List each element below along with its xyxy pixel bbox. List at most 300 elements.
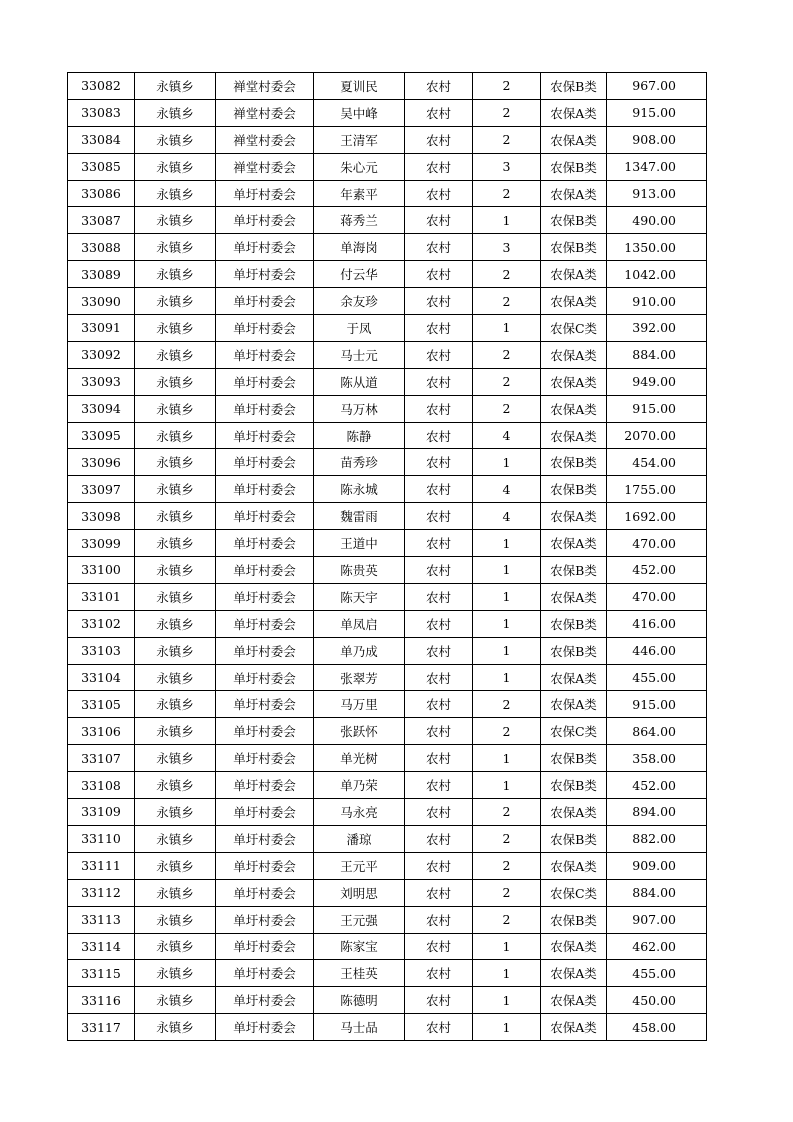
household-count-cell: 1 [473,315,541,342]
amount-cell: 2070.00 [607,422,707,449]
township-cell: 永镇乡 [135,933,216,960]
table-row [68,315,707,342]
table-row [68,960,707,987]
area-type-cell: 农村 [405,153,473,180]
record-id-cell: 33083 [68,99,135,126]
name-cell: 马士元 [314,341,405,368]
category-cell: 农保C类 [541,315,607,342]
amount-cell: 452.00 [607,557,707,584]
record-id-cell: 33108 [68,772,135,799]
village-committee-cell: 单圩村委会 [216,530,314,557]
records-table-body [68,73,707,1041]
record-id-cell: 33088 [68,234,135,261]
amount-cell: 452.00 [607,772,707,799]
household-count-cell: 2 [473,906,541,933]
table-row [68,288,707,315]
township-cell: 永镇乡 [135,664,216,691]
category-cell: 农保B类 [541,449,607,476]
village-committee-cell: 禅堂村委会 [216,126,314,153]
name-cell: 夏训民 [314,73,405,100]
township-cell: 永镇乡 [135,772,216,799]
name-cell: 刘明思 [314,879,405,906]
category-cell: 农保B类 [541,637,607,664]
amount-cell: 884.00 [607,341,707,368]
amount-cell: 915.00 [607,99,707,126]
name-cell: 陈从道 [314,368,405,395]
category-cell: 农保A类 [541,368,607,395]
household-count-cell: 4 [473,503,541,530]
record-id-cell: 33112 [68,879,135,906]
village-committee-cell: 单圩村委会 [216,610,314,637]
table-row [68,126,707,153]
category-cell: 农保B类 [541,73,607,100]
name-cell: 张跃怀 [314,718,405,745]
table-row [68,772,707,799]
record-id-cell: 33095 [68,422,135,449]
township-cell: 永镇乡 [135,799,216,826]
household-count-cell: 1 [473,987,541,1014]
record-id-cell: 33107 [68,745,135,772]
village-committee-cell: 单圩村委会 [216,879,314,906]
table-row [68,530,707,557]
name-cell: 张翠芳 [314,664,405,691]
area-type-cell: 农村 [405,73,473,100]
household-count-cell: 1 [473,449,541,476]
household-count-cell: 2 [473,825,541,852]
record-id-cell: 33092 [68,341,135,368]
township-cell: 永镇乡 [135,99,216,126]
table-row [68,637,707,664]
record-id-cell: 33090 [68,288,135,315]
village-committee-cell: 单圩村委会 [216,207,314,234]
record-id-cell: 33096 [68,449,135,476]
township-cell: 永镇乡 [135,503,216,530]
category-cell: 农保A类 [541,341,607,368]
amount-cell: 470.00 [607,530,707,557]
village-committee-cell: 单圩村委会 [216,583,314,610]
name-cell: 陈德明 [314,987,405,1014]
record-id-cell: 33110 [68,825,135,852]
township-cell: 永镇乡 [135,315,216,342]
area-type-cell: 农村 [405,852,473,879]
amount-cell: 907.00 [607,906,707,933]
record-id-cell: 33117 [68,1014,135,1041]
name-cell: 马永亮 [314,799,405,826]
household-count-cell: 2 [473,288,541,315]
household-count-cell: 2 [473,341,541,368]
category-cell: 农保A类 [541,852,607,879]
area-type-cell: 农村 [405,449,473,476]
area-type-cell: 农村 [405,234,473,261]
category-cell: 农保B类 [541,745,607,772]
name-cell: 陈家宝 [314,933,405,960]
household-count-cell: 1 [473,583,541,610]
table-row [68,503,707,530]
category-cell: 农保A类 [541,691,607,718]
area-type-cell: 农村 [405,960,473,987]
name-cell: 单凤启 [314,610,405,637]
village-committee-cell: 单圩村委会 [216,960,314,987]
category-cell: 农保B类 [541,476,607,503]
name-cell: 余友珍 [314,288,405,315]
area-type-cell: 农村 [405,395,473,422]
area-type-cell: 农村 [405,207,473,234]
area-type-cell: 农村 [405,99,473,126]
category-cell: 农保B类 [541,772,607,799]
category-cell: 农保A类 [541,664,607,691]
table-row [68,691,707,718]
household-count-cell: 2 [473,879,541,906]
record-id-cell: 33106 [68,718,135,745]
category-cell: 农保B类 [541,610,607,637]
household-count-cell: 1 [473,610,541,637]
record-id-cell: 33089 [68,261,135,288]
name-cell: 单光树 [314,745,405,772]
table-row [68,395,707,422]
household-count-cell: 3 [473,234,541,261]
township-cell: 永镇乡 [135,987,216,1014]
household-count-cell: 1 [473,664,541,691]
township-cell: 永镇乡 [135,261,216,288]
table-row [68,933,707,960]
household-count-cell: 2 [473,73,541,100]
record-id-cell: 33094 [68,395,135,422]
township-cell: 永镇乡 [135,180,216,207]
record-id-cell: 33111 [68,852,135,879]
area-type-cell: 农村 [405,691,473,718]
category-cell: 农保B类 [541,207,607,234]
village-committee-cell: 单圩村委会 [216,395,314,422]
amount-cell: 1042.00 [607,261,707,288]
township-cell: 永镇乡 [135,557,216,584]
amount-cell: 416.00 [607,610,707,637]
area-type-cell: 农村 [405,825,473,852]
category-cell: 农保A类 [541,395,607,422]
village-committee-cell: 单圩村委会 [216,772,314,799]
area-type-cell: 农村 [405,906,473,933]
amount-cell: 909.00 [607,852,707,879]
category-cell: 农保C类 [541,718,607,745]
record-id-cell: 33086 [68,180,135,207]
area-type-cell: 农村 [405,180,473,207]
amount-cell: 915.00 [607,395,707,422]
amount-cell: 455.00 [607,664,707,691]
amount-cell: 913.00 [607,180,707,207]
village-committee-cell: 单圩村委会 [216,503,314,530]
record-id-cell: 33102 [68,610,135,637]
record-id-cell: 33116 [68,987,135,1014]
record-id-cell: 33104 [68,664,135,691]
name-cell: 陈贵英 [314,557,405,584]
table-row [68,234,707,261]
record-id-cell: 33093 [68,368,135,395]
name-cell: 吴中峰 [314,99,405,126]
name-cell: 马万林 [314,395,405,422]
category-cell: 农保B类 [541,153,607,180]
village-committee-cell: 单圩村委会 [216,234,314,261]
household-count-cell: 2 [473,691,541,718]
township-cell: 永镇乡 [135,341,216,368]
household-count-cell: 1 [473,745,541,772]
area-type-cell: 农村 [405,879,473,906]
village-committee-cell: 禅堂村委会 [216,99,314,126]
village-committee-cell: 单圩村委会 [216,799,314,826]
name-cell: 苗秀珍 [314,449,405,476]
table-row [68,825,707,852]
township-cell: 永镇乡 [135,395,216,422]
name-cell: 于凤 [314,315,405,342]
township-cell: 永镇乡 [135,73,216,100]
area-type-cell: 农村 [405,987,473,1014]
area-type-cell: 农村 [405,261,473,288]
record-id-cell: 33091 [68,315,135,342]
township-cell: 永镇乡 [135,960,216,987]
township-cell: 永镇乡 [135,234,216,261]
township-cell: 永镇乡 [135,476,216,503]
table-row [68,153,707,180]
table-row [68,799,707,826]
category-cell: 农保A类 [541,288,607,315]
category-cell: 农保A类 [541,583,607,610]
name-cell: 马士品 [314,1014,405,1041]
household-count-cell: 1 [473,207,541,234]
village-committee-cell: 单圩村委会 [216,691,314,718]
amount-cell: 470.00 [607,583,707,610]
category-cell: 农保B类 [541,234,607,261]
township-cell: 永镇乡 [135,610,216,637]
name-cell: 魏雷雨 [314,503,405,530]
table-row [68,610,707,637]
village-committee-cell: 单圩村委会 [216,288,314,315]
amount-cell: 446.00 [607,637,707,664]
amount-cell: 910.00 [607,288,707,315]
area-type-cell: 农村 [405,422,473,449]
table-row [68,341,707,368]
area-type-cell: 农村 [405,530,473,557]
category-cell: 农保A类 [541,1014,607,1041]
amount-cell: 490.00 [607,207,707,234]
table-row [68,583,707,610]
amount-cell: 915.00 [607,691,707,718]
village-committee-cell: 单圩村委会 [216,987,314,1014]
category-cell: 农保A类 [541,799,607,826]
amount-cell: 1347.00 [607,153,707,180]
category-cell: 农保A类 [541,987,607,1014]
record-id-cell: 33087 [68,207,135,234]
household-count-cell: 2 [473,368,541,395]
table-row [68,557,707,584]
name-cell: 蒋秀兰 [314,207,405,234]
name-cell: 王道中 [314,530,405,557]
area-type-cell: 农村 [405,610,473,637]
name-cell: 朱心元 [314,153,405,180]
amount-cell: 882.00 [607,825,707,852]
name-cell: 单乃成 [314,637,405,664]
household-count-cell: 2 [473,799,541,826]
table-row [68,99,707,126]
table-row [68,261,707,288]
category-cell: 农保A类 [541,261,607,288]
township-cell: 永镇乡 [135,449,216,476]
area-type-cell: 农村 [405,341,473,368]
village-committee-cell: 单圩村委会 [216,261,314,288]
township-cell: 永镇乡 [135,207,216,234]
household-count-cell: 1 [473,637,541,664]
name-cell: 陈永城 [314,476,405,503]
table-row [68,879,707,906]
record-id-cell: 33115 [68,960,135,987]
household-count-cell: 1 [473,772,541,799]
household-count-cell: 1 [473,933,541,960]
record-id-cell: 33101 [68,583,135,610]
record-id-cell: 33114 [68,933,135,960]
name-cell: 王元平 [314,852,405,879]
record-id-cell: 33100 [68,557,135,584]
household-count-cell: 3 [473,153,541,180]
household-count-cell: 2 [473,395,541,422]
category-cell: 农保C类 [541,879,607,906]
amount-cell: 392.00 [607,315,707,342]
area-type-cell: 农村 [405,1014,473,1041]
name-cell: 陈天宇 [314,583,405,610]
township-cell: 永镇乡 [135,825,216,852]
village-committee-cell: 单圩村委会 [216,637,314,664]
household-count-cell: 2 [473,180,541,207]
record-id-cell: 33097 [68,476,135,503]
village-committee-cell: 单圩村委会 [216,368,314,395]
amount-cell: 908.00 [607,126,707,153]
village-committee-cell: 单圩村委会 [216,745,314,772]
area-type-cell: 农村 [405,664,473,691]
category-cell: 农保A类 [541,933,607,960]
township-cell: 永镇乡 [135,879,216,906]
village-committee-cell: 单圩村委会 [216,1014,314,1041]
table-row [68,987,707,1014]
category-cell: 农保A类 [541,99,607,126]
table-row [68,718,707,745]
amount-cell: 1350.00 [607,234,707,261]
village-committee-cell: 禅堂村委会 [216,153,314,180]
records-table [67,72,707,1041]
table-row [68,745,707,772]
area-type-cell: 农村 [405,718,473,745]
area-type-cell: 农村 [405,772,473,799]
table-row [68,476,707,503]
village-committee-cell: 单圩村委会 [216,315,314,342]
area-type-cell: 农村 [405,288,473,315]
name-cell: 潘琼 [314,825,405,852]
area-type-cell: 农村 [405,503,473,530]
household-count-cell: 2 [473,718,541,745]
table-row [68,852,707,879]
township-cell: 永镇乡 [135,852,216,879]
name-cell: 马万里 [314,691,405,718]
name-cell: 王桂英 [314,960,405,987]
township-cell: 永镇乡 [135,906,216,933]
category-cell: 农保A类 [541,180,607,207]
table-row [68,422,707,449]
name-cell: 年素平 [314,180,405,207]
table-row [68,207,707,234]
area-type-cell: 农村 [405,583,473,610]
village-committee-cell: 单圩村委会 [216,341,314,368]
amount-cell: 462.00 [607,933,707,960]
category-cell: 农保A类 [541,960,607,987]
category-cell: 农保B类 [541,825,607,852]
village-committee-cell: 单圩村委会 [216,718,314,745]
township-cell: 永镇乡 [135,583,216,610]
category-cell: 农保A类 [541,422,607,449]
household-count-cell: 1 [473,960,541,987]
record-id-cell: 33105 [68,691,135,718]
village-committee-cell: 单圩村委会 [216,825,314,852]
record-id-cell: 33109 [68,799,135,826]
amount-cell: 1692.00 [607,503,707,530]
household-count-cell: 1 [473,530,541,557]
village-committee-cell: 单圩村委会 [216,906,314,933]
record-id-cell: 33103 [68,637,135,664]
household-count-cell: 2 [473,126,541,153]
village-committee-cell: 单圩村委会 [216,557,314,584]
record-id-cell: 33099 [68,530,135,557]
table-row [68,906,707,933]
amount-cell: 894.00 [607,799,707,826]
area-type-cell: 农村 [405,368,473,395]
township-cell: 永镇乡 [135,1014,216,1041]
record-id-cell: 33084 [68,126,135,153]
household-count-cell: 1 [473,557,541,584]
table-row [68,449,707,476]
township-cell: 永镇乡 [135,637,216,664]
record-id-cell: 33113 [68,906,135,933]
table-row [68,73,707,100]
village-committee-cell: 单圩村委会 [216,449,314,476]
amount-cell: 884.00 [607,879,707,906]
township-cell: 永镇乡 [135,530,216,557]
household-count-cell: 2 [473,852,541,879]
area-type-cell: 农村 [405,126,473,153]
area-type-cell: 农村 [405,476,473,503]
amount-cell: 949.00 [607,368,707,395]
household-count-cell: 4 [473,476,541,503]
village-committee-cell: 单圩村委会 [216,476,314,503]
table-row [68,368,707,395]
table-row [68,664,707,691]
amount-cell: 458.00 [607,1014,707,1041]
area-type-cell: 农村 [405,637,473,664]
category-cell: 农保A类 [541,530,607,557]
table-row [68,180,707,207]
township-cell: 永镇乡 [135,718,216,745]
category-cell: 农保A类 [541,126,607,153]
category-cell: 农保B类 [541,557,607,584]
area-type-cell: 农村 [405,557,473,584]
category-cell: 农保B类 [541,906,607,933]
household-count-cell: 2 [473,261,541,288]
category-cell: 农保A类 [541,503,607,530]
household-count-cell: 1 [473,1014,541,1041]
record-id-cell: 33098 [68,503,135,530]
area-type-cell: 农村 [405,315,473,342]
township-cell: 永镇乡 [135,745,216,772]
amount-cell: 1755.00 [607,476,707,503]
village-committee-cell: 单圩村委会 [216,422,314,449]
village-committee-cell: 单圩村委会 [216,664,314,691]
township-cell: 永镇乡 [135,422,216,449]
township-cell: 永镇乡 [135,691,216,718]
table-row [68,1014,707,1041]
amount-cell: 358.00 [607,745,707,772]
